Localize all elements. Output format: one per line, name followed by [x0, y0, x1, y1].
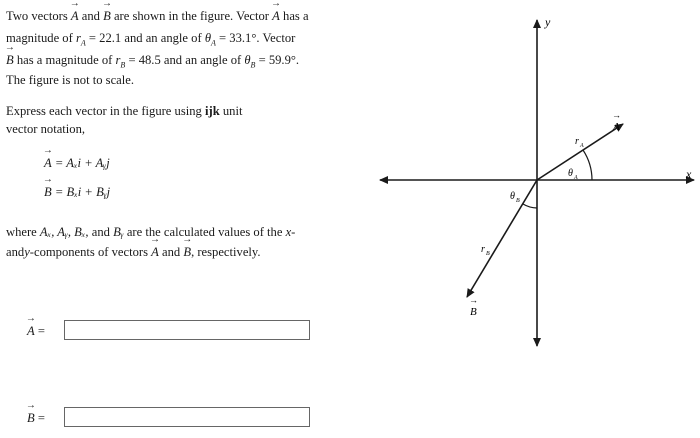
vector-b-symbol: → B — [103, 8, 111, 24]
equals-sign: = — [37, 324, 45, 338]
vector-b-symbol: → B — [6, 52, 14, 68]
ra-value: = 22.1 — [88, 31, 122, 45]
where-text: where — [6, 225, 37, 239]
theta-b-arc — [523, 204, 537, 208]
vector-a-symbol: → A — [272, 8, 280, 24]
rb-label: r — [481, 244, 485, 255]
ra-symbol: $r_A$ — [75, 31, 86, 48]
problem-text: and — [81, 9, 100, 23]
vector-a-symbol: → A — [27, 323, 35, 339]
vector-a-arrow — [537, 124, 623, 180]
vector-a-label-arrow: → — [612, 110, 621, 120]
problem-line-4: The figure is not to scale. — [6, 73, 134, 87]
vector-b-symbol: → B — [183, 244, 191, 260]
equation-b-text: = Bₓi + Bᵧj — [54, 185, 111, 199]
ra-sub: A — [580, 143, 584, 149]
vector-a-symbol: → A — [151, 244, 159, 260]
components-list: Aₓ, Aᵧ, Bₓ, — [39, 225, 89, 239]
rb-sub: B — [486, 251, 490, 257]
equals-sign: = — [37, 411, 45, 425]
problem-text: and an angle of — [163, 53, 242, 67]
theta-b-value: = 59.9°. — [258, 53, 300, 67]
x-axis-label: x — [686, 167, 692, 181]
vector-a-symbol: → A — [44, 155, 52, 171]
vector-b-arrow — [467, 180, 537, 297]
where-text: and — [6, 245, 25, 259]
theta-a-sub: A — [574, 175, 578, 181]
theta-a-value: = 33.1°. Vector — [219, 31, 296, 45]
problem-text: magnitude of — [6, 31, 73, 45]
problem-text: has a magnitude of — [16, 53, 113, 67]
where-text: and — [162, 245, 181, 259]
instruction-line-2: vector notation, — [6, 122, 86, 136]
theta-a-arc — [583, 150, 592, 180]
problem-text: has a — [283, 9, 309, 23]
rb-symbol: $r_B$ — [115, 53, 126, 70]
y-axis-label: y — [545, 15, 551, 29]
where-text: and — [91, 225, 110, 239]
where-text: , respectively. — [191, 245, 261, 259]
instruction-text: unit — [222, 104, 243, 118]
problem-text: are shown in the figure. Vector — [113, 9, 269, 23]
y-symbol: y — [24, 245, 30, 259]
theta-a-symbol: $\theta_A$ — [204, 31, 216, 48]
rb-value: = 48.5 — [128, 53, 161, 67]
instruction-text: Express each vector in the figure using — [6, 104, 202, 118]
problem-text: Two vectors — [6, 9, 68, 23]
theta-b-symbol: $\theta_B$ — [244, 53, 256, 70]
vector-b-label: B — [470, 306, 477, 318]
vector-a-label: A — [613, 121, 620, 133]
vector-a-symbol: → A — [71, 8, 79, 24]
theta-a-label: θ — [568, 168, 573, 179]
theta-b-sub: B — [516, 198, 520, 204]
ra-label: r — [575, 136, 579, 147]
vector-b-symbol: → B — [27, 410, 35, 426]
vector-b-label-arrow: → — [469, 295, 478, 305]
theta-b-label: θ — [510, 191, 515, 202]
equation-a-text: = Aₓi + Aᵧj — [54, 156, 110, 170]
x-symbol: x- — [285, 225, 296, 239]
where-text: -components of vectors — [29, 245, 148, 259]
where-text: are the calculated values of the — [126, 225, 283, 239]
by-symbol: Bᵧ — [113, 225, 124, 239]
vector-b-symbol: → B — [44, 184, 52, 200]
problem-text: and an angle of — [124, 31, 202, 45]
ijk-bold: ijk — [205, 104, 220, 118]
